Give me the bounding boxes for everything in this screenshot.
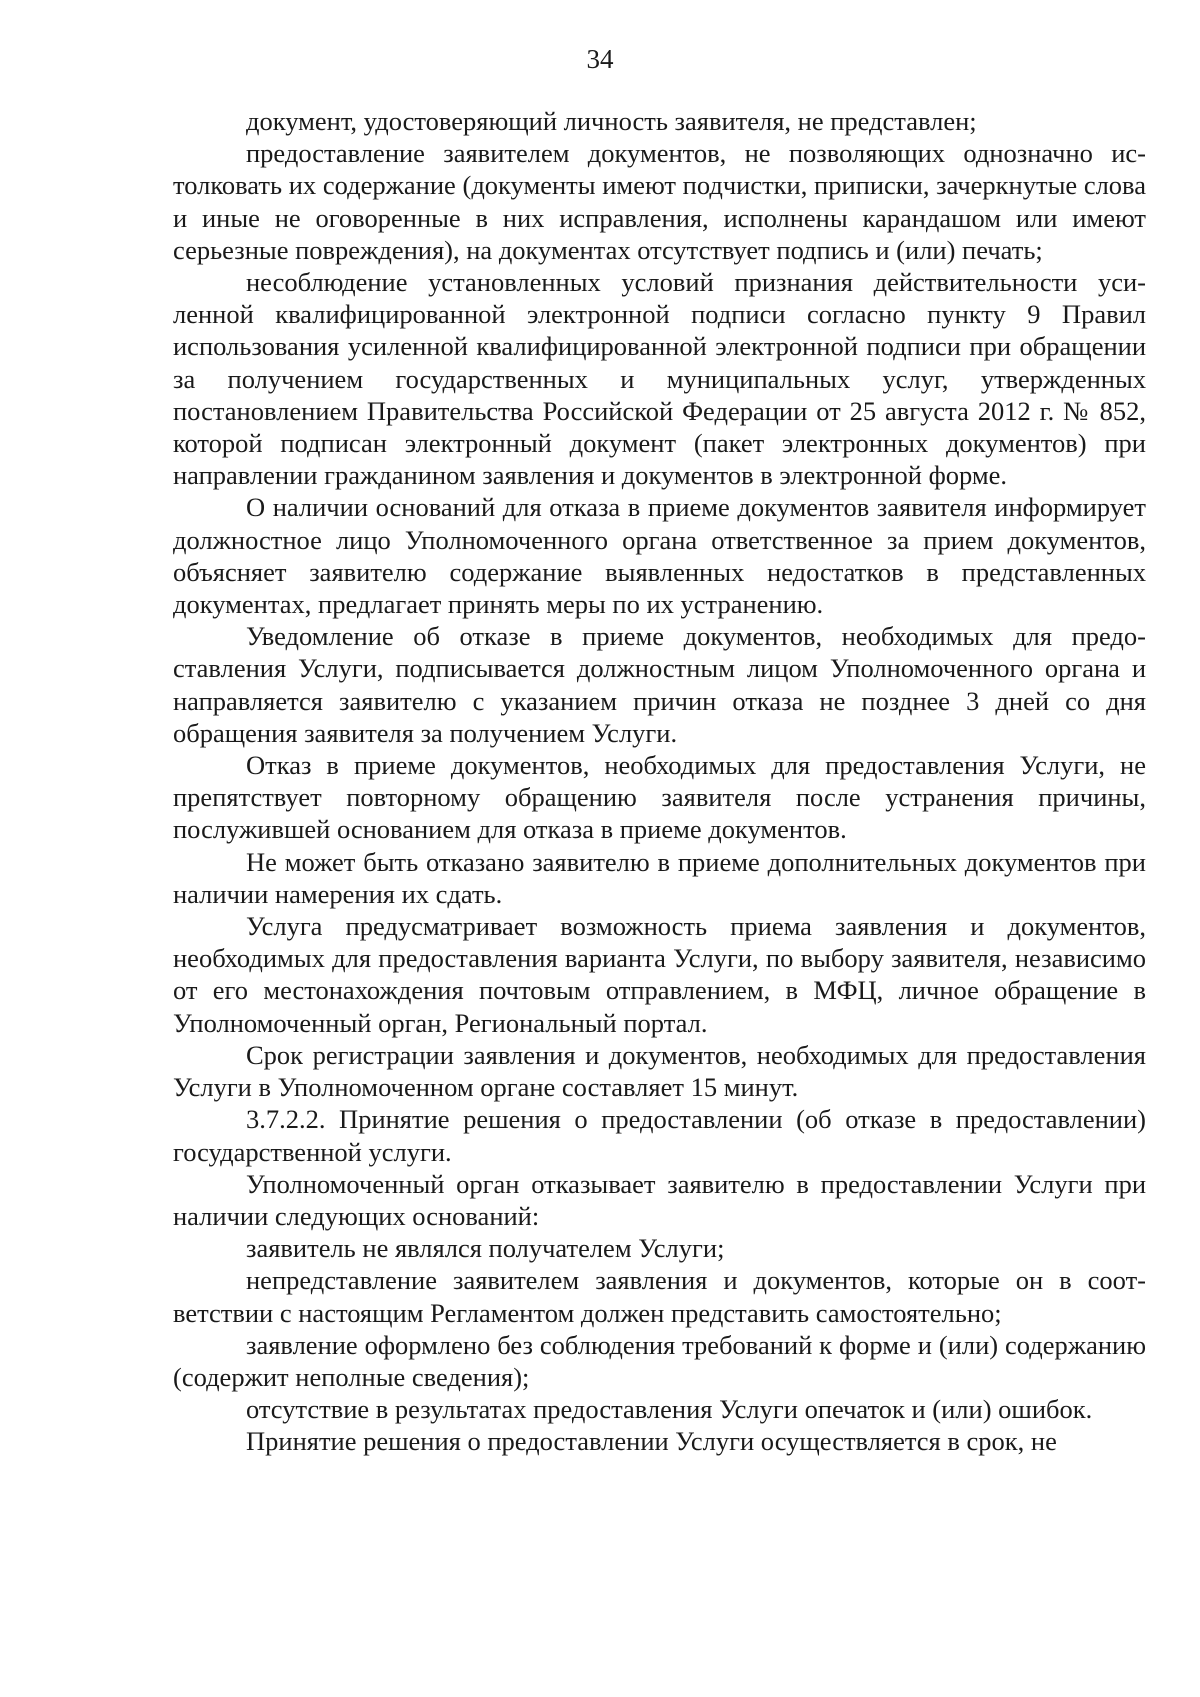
- paragraph-ground-documents-not-provided: непредставление заявителем заявления и документов, которые он в соответствии с настоящим Регламентом должен представить самостоятельно;: [173, 1265, 1146, 1328]
- paragraph-additional-documents: Не может быть отказано заявителю в приеме дополнительных документов при наличии намерения их сдать.: [173, 846, 1146, 909]
- paragraph-submission-methods: Услуга предусматривает возможность приема заявления и документов, необходимых для предоставления варианта Услуги, по выбору заявителя, независимо от его местонахождения почтовым отправлением, в МФЦ, личное обращение в Уполномоченный орган, Региональный портал.: [173, 911, 1146, 1038]
- paragraph-ground-no-typos: отсутствие в результатах предоставления Услуги опечаток и (или) ошибок.: [246, 1394, 1093, 1425]
- paragraph-repeat-application: Отказ в приеме документов, необходимых для предоставления Услуги, не препятствует повторному обращению заявителя после устранения причины, послужившей основанием для отказа в приеме документов.: [173, 750, 1146, 845]
- paragraph-ambiguous-documents: предоставление заявителем документов, не позволяющих однозначно истолковать их содержание (документы имеют подчистки, приписки, зачеркнутые слова и иные не оговоренные в них исправления, исполнены карандашом или имеют серьезные повреждения), на документах отсутствует подпись и (или) печать;: [173, 138, 1146, 265]
- paragraph-decision-deadline: Принятие решения о предоставлении Услуги осуществляется в срок, не: [246, 1426, 1057, 1457]
- paragraph-electronic-signature: несоблюдение установленных условий признания действительности усиленной квалифицированной электронной подписи согласно пункту 9 Правил использования усиленной квалифицированной электронной подписи при обращении за получением государственных и муниципальных услуг, утвержденных постановлением Правительства Российской Федерации от 25 августа 2012 г. № 852, которой подписан электронный документ (пакет электронных документов) при направлении гражданином заявления и документов в электронной форме.: [173, 267, 1146, 491]
- paragraph-refusal-grounds-intro: Уполномоченный орган отказывает заявителю в предоставлении Услуги при наличии следующих оснований:: [173, 1168, 1146, 1231]
- page-number: 34: [586, 44, 614, 74]
- paragraph-ground-not-recipient: заявитель не являлся получателем Услуги;: [246, 1233, 725, 1264]
- document-body: [173, 105, 1146, 1458]
- paragraph-registration-deadline: Срок регистрации заявления и документов, необходимых для предоставления Услуги в Уполномоченном органе составляет 15 минут.: [173, 1039, 1146, 1103]
- section-heading-3-7-2-2: 3.7.2.2. Принятие решения о предоставлении (об отказе в предоставлении) государственной услуги.: [173, 1104, 1146, 1167]
- paragraph-ground-form-requirements: заявление оформлено без соблюдения требований к форме и (или) содержанию (содержит неполные сведения);: [173, 1329, 1146, 1392]
- paragraph-refusal-notification: Уведомление об отказе в приеме документов, необходимых для предоставления Услуги, подписывается должностным лицом Уполномоченного органа и направляется заявителю с указанием причин отказа не позднее 3 дней со дня обращения заявителя за получением Услуги.: [173, 621, 1146, 748]
- paragraph-identity-document-missing: документ, удостоверяющий личность заявителя, не представлен;: [246, 106, 977, 136]
- paragraph-refusal-grounds-notice: О наличии оснований для отказа в приеме документов заявителя информирует должностное лицо Уполномоченного органа ответственное за прием документов, объясняет заявителю содержание выявленных недостатков в представленных документах, предлагает принять меры по их устранению.: [173, 492, 1146, 620]
